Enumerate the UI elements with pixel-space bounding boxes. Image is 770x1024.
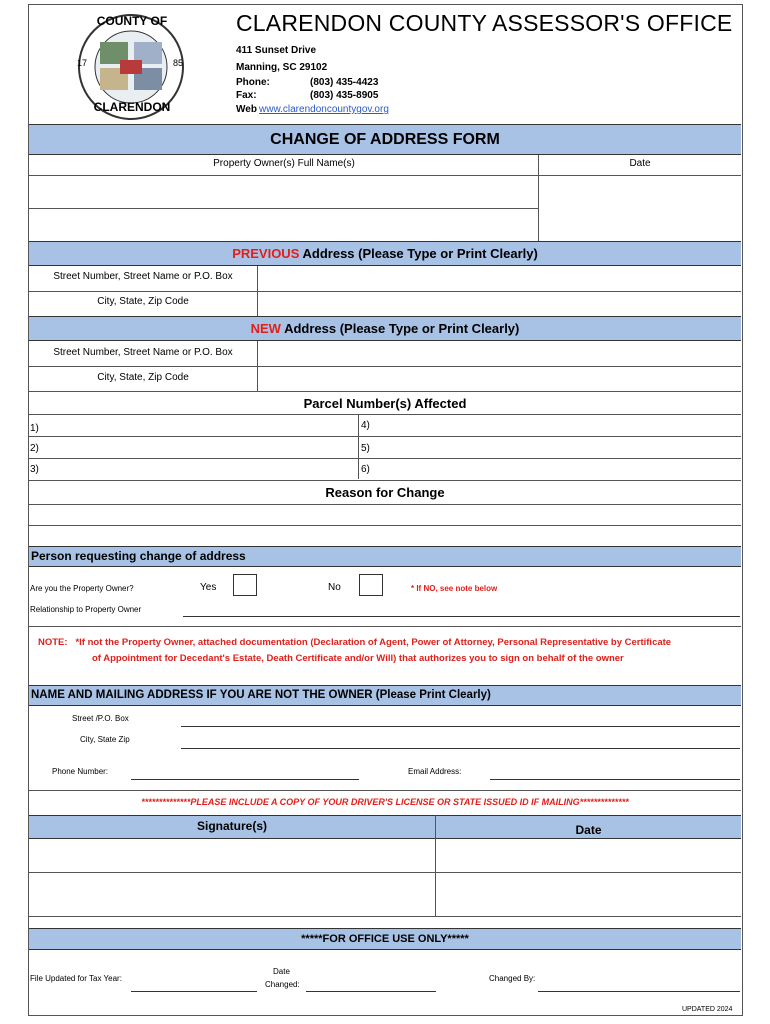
new-highlight: NEW — [250, 321, 281, 336]
fax-value: (803) 435-8905 — [310, 90, 379, 101]
fax-label: Fax: — [236, 90, 257, 101]
signature-date-field-1[interactable] — [437, 840, 740, 871]
parcel-title: Parcel Number(s) Affected — [303, 395, 467, 411]
signature-col: Signature(s) — [196, 819, 267, 833]
seal-bottom-text: CLARENDON — [93, 100, 171, 114]
relationship-input[interactable] — [183, 616, 740, 617]
file-updated-input[interactable] — [131, 991, 257, 992]
office-street: 411 Sunset Drive — [236, 45, 317, 56]
mailing-phone-input[interactable] — [131, 779, 359, 780]
web-link[interactable]: www.clarendoncountygov.org — [259, 104, 389, 115]
web-label: Web — [236, 104, 257, 115]
yes-label: Yes — [200, 582, 217, 593]
changed-by-label: Changed By: — [489, 974, 536, 983]
previous-street-label: Street Number, Street Name or P.O. Box — [53, 271, 233, 282]
signature-field-2[interactable] — [30, 873, 434, 915]
mailing-street-label: Street /P.O. Box — [72, 714, 129, 723]
office-header — [29, 928, 741, 950]
yes-checkbox[interactable] — [233, 574, 257, 596]
signature-date-col: Date — [575, 823, 602, 837]
requester-title: Person requesting change of address — [31, 549, 246, 563]
requester-header — [29, 546, 741, 567]
no-label: No — [328, 582, 341, 593]
new-address-header — [29, 316, 741, 341]
reason-title: Reason for Change — [325, 484, 445, 500]
if-no-note: * If NO, see note below — [411, 584, 498, 593]
previous-rest: Address (Please Type or Print Clearly) — [299, 246, 538, 261]
parcel-item[interactable]: 2) — [30, 443, 39, 454]
mailing-city-input[interactable] — [181, 748, 740, 749]
form-title-text: CHANGE OF ADDRESS FORM — [270, 130, 500, 148]
mailing-city-label: City, State Zip — [80, 735, 130, 744]
owner-name-field-1[interactable] — [30, 176, 537, 207]
date-header: Date — [629, 158, 651, 169]
mailing-email-label: Email Address: — [408, 767, 462, 776]
owner-name-header: Property Owner(s) Full Name(s) — [213, 158, 355, 169]
parcel-item[interactable]: 1) — [30, 423, 39, 434]
office-city: Manning, SC 29102 — [236, 62, 328, 73]
new-city-label: City, State, Zip Code — [97, 372, 189, 383]
mailing-title: NAME AND MAILING ADDRESS IF YOU ARE NOT THE OWNER (Please Print Clearly) — [31, 689, 491, 701]
signature-date-field-2[interactable] — [437, 873, 740, 915]
previous-street-input[interactable] — [259, 267, 740, 290]
mailing-email-input[interactable] — [490, 779, 740, 780]
mailing-header — [29, 685, 741, 706]
reason-field-1[interactable] — [30, 505, 740, 525]
updated-footer: UPDATED 2024 — [682, 1006, 733, 1013]
seal-year-left: 17 — [77, 58, 88, 68]
parcel-header — [29, 392, 741, 414]
relationship-label: Relationship to Property Owner — [30, 605, 142, 614]
new-street-label: Street Number, Street Name or P.O. Box — [53, 347, 233, 358]
date-changed-label-1: Date — [273, 967, 290, 976]
new-street-input[interactable] — [259, 342, 740, 365]
previous-city-label: City, State, Zip Code — [97, 296, 189, 307]
parcel-item[interactable]: 5) — [361, 443, 370, 454]
owner-question: Are you the Property Owner? — [30, 584, 134, 593]
date-changed-label-2: Changed: — [265, 980, 300, 989]
date-changed-input[interactable] — [306, 991, 436, 992]
seal-top-text: COUNTY OF — [96, 14, 168, 28]
new-rest: Address (Please Type or Print Clearly) — [280, 321, 520, 336]
mailing-phone-label: Phone Number: — [52, 767, 109, 776]
signature-field-1[interactable] — [30, 840, 434, 871]
no-checkbox[interactable] — [359, 574, 383, 596]
office-name: CLARENDON COUNTY ASSESSOR'S OFFICE — [236, 10, 733, 36]
parcel-item[interactable]: 4) — [361, 420, 370, 431]
mailing-street-input[interactable] — [181, 726, 740, 727]
parcel-item[interactable]: 3) — [30, 464, 39, 475]
county-seal — [76, 12, 186, 122]
phone-label: Phone: — [236, 77, 270, 88]
owner-name-field-2[interactable] — [30, 209, 537, 240]
reason-field-2[interactable] — [30, 526, 740, 545]
previous-highlight: PREVIOUS — [232, 246, 300, 261]
previous-address-header — [29, 241, 741, 266]
note-line-1: NOTE: *If not the Property Owner, attached documentation (Declaration of Agent, Power of Attorney, Personal Representative by Certificate — [38, 637, 672, 648]
phone-value: (803) 435-4423 — [310, 77, 379, 88]
office-title: *****FOR OFFICE USE ONLY***** — [301, 933, 469, 945]
reason-header — [29, 481, 741, 503]
parcel-item[interactable]: 6) — [361, 464, 370, 475]
form-title — [29, 124, 741, 155]
changed-by-input[interactable] — [538, 991, 740, 992]
date-field[interactable] — [540, 176, 740, 240]
license-note: **************PLEASE INCLUDE A COPY OF YOUR DRIVER'S LICENSE OR STATE ISSUED ID IF MAILING************** — [141, 797, 629, 807]
previous-city-input[interactable] — [259, 292, 740, 315]
new-city-input[interactable] — [259, 367, 740, 390]
file-updated-label: File Updated for Tax Year: — [30, 974, 122, 983]
seal-year-right: 85 — [173, 58, 184, 68]
note-line-2: of Appointment for Decedant's Estate, Death Certificate and/or Will) that authorizes you to sign on behalf of the owner — [92, 653, 624, 664]
